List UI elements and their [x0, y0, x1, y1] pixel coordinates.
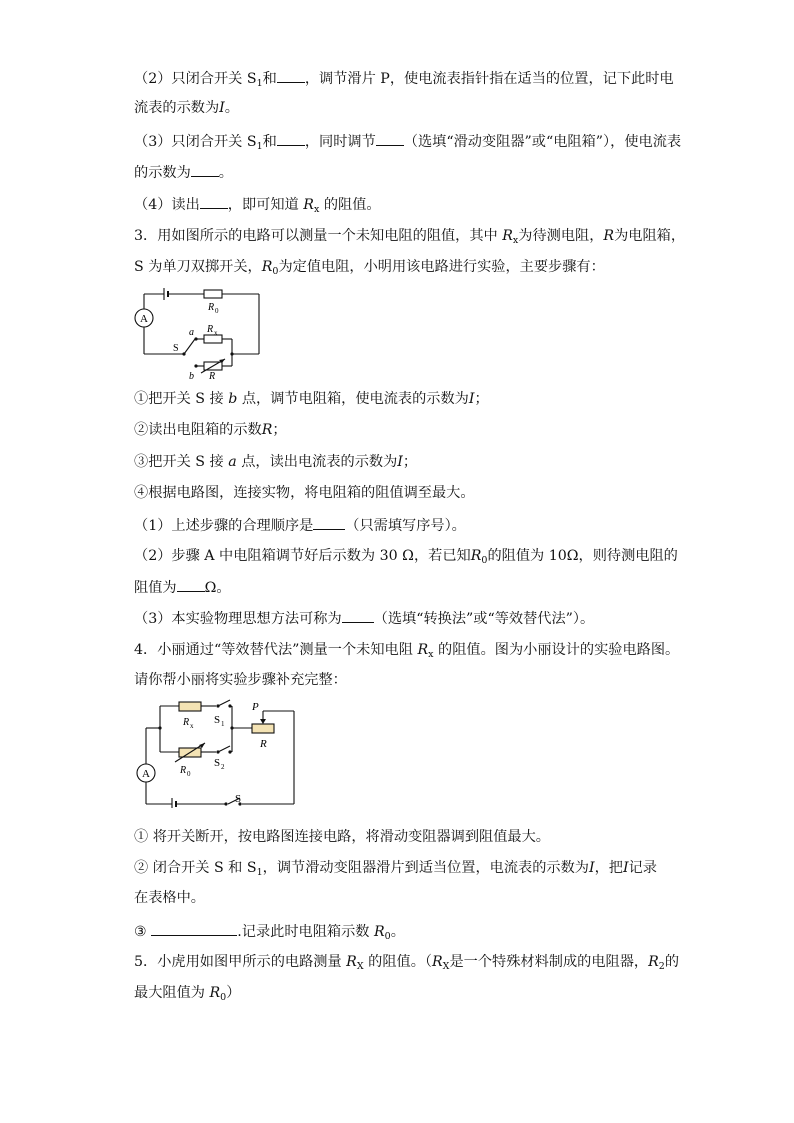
text: （1）上述步骤的合理顺序是	[134, 518, 314, 534]
text: 点，读出电流表的示数为	[241, 454, 398, 470]
text: ；	[402, 454, 418, 470]
answer-blank[interactable]	[277, 131, 305, 146]
symbol-R: R	[373, 924, 385, 940]
text: ；	[272, 422, 287, 438]
subscript: 1	[256, 141, 263, 152]
q3-step4	[134, 483, 475, 503]
text: ，把	[594, 860, 623, 876]
text: Ω。	[204, 580, 231, 596]
R-label: R	[260, 738, 267, 750]
text: 5．小虎用如图甲所示的电路测量	[134, 954, 342, 970]
text: （2）只闭合开关 S	[134, 71, 257, 87]
text: 和	[262, 134, 277, 150]
q3-circuit-diagram	[132, 283, 264, 379]
answer-blank[interactable]	[191, 162, 219, 177]
text: ，即可知道	[227, 197, 299, 213]
text: 阻值为	[134, 580, 177, 596]
text: 。	[390, 924, 405, 940]
contact-b-label: b	[189, 371, 194, 379]
text: ）	[226, 985, 241, 1001]
q3-part2-line2	[134, 577, 231, 598]
q5-stem-line1	[134, 952, 679, 972]
text: 为定值电阻，小明用该电路进行实验，主要步骤有：	[278, 259, 605, 275]
symbol-I: I	[468, 391, 475, 407]
rheostat-R	[252, 724, 274, 733]
R-label: R	[209, 371, 216, 379]
S1-subscript: 1	[221, 720, 225, 728]
Rx-subscript: x	[214, 329, 218, 337]
symbol-a: a	[228, 454, 237, 470]
symbol-R: R	[261, 422, 273, 438]
text: 。	[224, 100, 239, 116]
symbol-R: R	[431, 954, 443, 970]
text: 是一个特殊材料制成的电阻器，	[449, 954, 649, 970]
ammeter-label: A	[142, 768, 150, 780]
text: 3．用如图所示的电路可以测量一个未知电阻的阻值，其中	[134, 228, 498, 244]
subscript: 0	[272, 266, 279, 277]
resistor-Rx	[179, 702, 201, 711]
text: 的示数为	[134, 165, 191, 181]
q4-step3	[134, 921, 405, 942]
subscript: x	[313, 204, 320, 215]
text: ，同时调节	[304, 134, 376, 150]
q2-step2-line2	[134, 98, 239, 118]
Rx-label: R	[207, 324, 214, 335]
text: （4）读出	[134, 197, 200, 213]
text: ② 闭合开关 S 和 S	[134, 860, 257, 876]
contact-a-label: a	[189, 327, 194, 338]
subscript: x	[512, 235, 519, 246]
q2-step2-line1	[134, 68, 674, 89]
q4-stem-line1	[134, 640, 679, 660]
q2-step4-line	[134, 194, 381, 215]
text: 的阻值。图为小丽设计的实验电路图。	[438, 642, 680, 658]
ammeter-label: A	[140, 313, 148, 325]
text: 为电阻箱，	[614, 228, 686, 244]
answer-blank[interactable]	[177, 577, 205, 592]
q4-stem-line2	[134, 670, 347, 690]
q4-step1	[134, 827, 550, 847]
q2-step3-line2	[134, 162, 233, 183]
text: ，调节滑动变阻器滑片到适当位置，电流表的示数为	[262, 860, 589, 876]
q3-stem-line1	[134, 226, 685, 246]
q3-part2-line1	[134, 546, 678, 566]
symbol-R: R	[346, 954, 357, 970]
text: 记录	[628, 860, 657, 876]
switch-label: S	[173, 343, 179, 354]
q3-step3	[134, 452, 417, 472]
text: 请你帮小丽将实验步骤补充完整：	[134, 672, 347, 688]
text: S 为单刀双掷开关，	[134, 259, 262, 275]
S1-label: S	[214, 714, 221, 726]
R0-label: R	[180, 765, 187, 776]
answer-blank[interactable]	[342, 608, 374, 623]
symbol-I: I	[622, 860, 629, 876]
text: .记录此时电阻箱示数	[237, 924, 370, 940]
answer-blank[interactable]	[277, 68, 305, 83]
q3-step2	[134, 420, 287, 440]
switch-blade	[184, 339, 195, 354]
text: （选填“转换法”或“等效替代法”）。	[373, 611, 595, 627]
answer-blank[interactable]	[200, 194, 228, 209]
text: ③把开关 S 接	[134, 454, 224, 470]
q4-step2-line2	[134, 888, 205, 908]
S2-label: S	[214, 757, 221, 769]
symbol-R: R	[209, 985, 221, 1001]
text: ；	[474, 391, 489, 407]
answer-blank[interactable]	[376, 131, 404, 146]
R0-subscript: 0	[187, 770, 191, 778]
symbol-R: R	[502, 228, 513, 244]
text: 和	[262, 71, 277, 87]
Rx-label: R	[183, 717, 190, 728]
text: 的	[664, 954, 680, 970]
subscript: X	[356, 961, 364, 972]
text: （2）步骤 A 中电阻箱调节好后示数为 30 Ω，若已知	[134, 548, 471, 564]
text: 。	[218, 165, 233, 181]
text: 的阻值。	[323, 197, 381, 213]
switch-S2-blade	[218, 746, 230, 752]
text: ① 将开关断开，按电路图连接电路，将滑动变阻器调到阻值最大。	[134, 829, 550, 845]
subscript: 2	[658, 961, 665, 972]
R0-subscript: 0	[215, 307, 219, 315]
subscript: 1	[256, 867, 263, 878]
subscript: 1	[256, 78, 263, 89]
text: （3）本实验物理思想方法可称为	[134, 611, 342, 627]
q4-step2-line1	[134, 858, 657, 878]
q4-circuit-diagram	[134, 698, 298, 808]
text: 的阻值。（	[368, 954, 432, 970]
text: 点，调节电阻箱，使电流表的示数为	[241, 391, 469, 407]
subscript: 0	[220, 992, 227, 1003]
resistor-Rx	[204, 335, 222, 343]
q3-stem-line2	[134, 257, 605, 277]
switch-S1-blade	[218, 700, 230, 706]
symbol-R: R	[470, 548, 482, 564]
R0-label: R	[208, 302, 215, 313]
symbol-R: R	[261, 259, 273, 275]
text: 4．小丽通过“等效替代法”测量一个未知电阻	[134, 642, 413, 658]
text: ，调节滑片 P，使电流表指针指在适当的位置，记下此时电	[304, 71, 674, 87]
subscript: X	[442, 961, 450, 972]
q3-part1	[134, 515, 466, 536]
text: 流表的示数为	[134, 100, 220, 116]
symbol-I: I	[219, 100, 225, 116]
answer-blank[interactable]	[313, 515, 345, 530]
symbol-R: R	[603, 228, 615, 244]
subscript: x	[428, 649, 434, 660]
text: ②读出电阻箱的示数	[134, 422, 262, 438]
symbol-I: I	[588, 860, 595, 876]
text: 的阻值为 10Ω，则待测电阻的	[487, 548, 678, 564]
symbol-R: R	[417, 642, 429, 658]
text: 在表格中。	[134, 890, 205, 906]
S-label: S	[235, 793, 242, 805]
symbol-R: R	[648, 954, 659, 970]
S2-subscript: 2	[221, 763, 225, 771]
subscript: 0	[384, 931, 391, 942]
P-label: P	[252, 701, 259, 713]
text: （3）只闭合开关 S	[134, 134, 257, 150]
text: （选填“滑动变阻器”或“电阻箱”），使电流表	[403, 134, 682, 150]
q2-step3-line1	[134, 131, 681, 152]
text: （只需填写序号）。	[345, 518, 466, 534]
q3-part3	[134, 608, 594, 629]
answer-blank[interactable]	[151, 921, 237, 936]
symbol-I: I	[397, 454, 403, 470]
subscript: 0	[481, 555, 488, 566]
resistor-R0	[204, 290, 222, 298]
text: 为待测电阻，	[518, 228, 604, 244]
Rx-subscript: x	[190, 722, 194, 730]
text: ①把开关 S 接	[134, 391, 224, 407]
text: 最大阻值为	[134, 985, 205, 1001]
text: ③	[134, 924, 147, 940]
symbol-R: R	[303, 197, 314, 213]
symbol-b: b	[228, 391, 238, 407]
q3-step1	[134, 389, 489, 409]
q5-stem-line2	[134, 983, 240, 1003]
text: ④根据电路图，连接实物，将电阻箱的阻值调至最大。	[134, 485, 475, 501]
